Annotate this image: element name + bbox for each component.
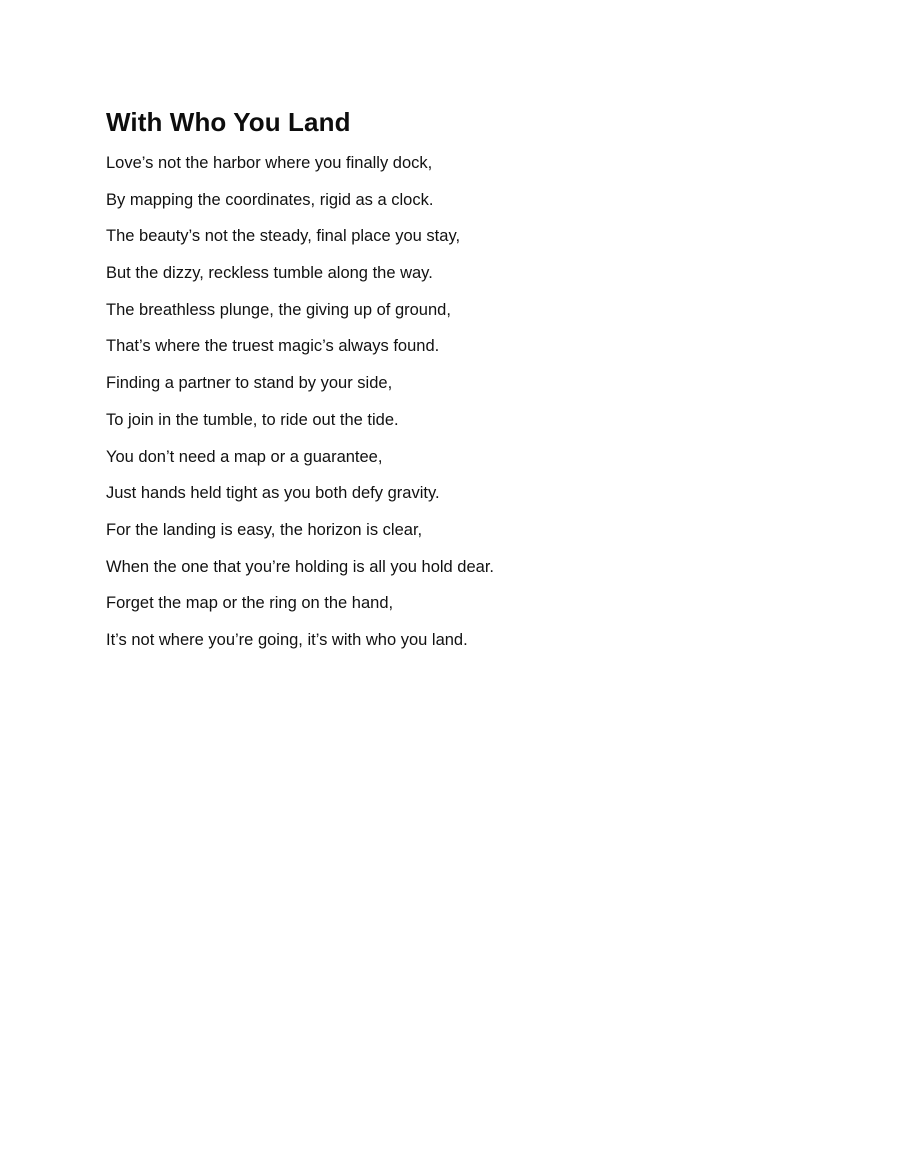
poem-line: But the dizzy, reckless tumble along the way. <box>106 264 433 283</box>
poem-line: Just hands held tight as you both defy gravity. <box>106 484 440 503</box>
poem-line: By mapping the coordinates, rigid as a clock. <box>106 190 434 209</box>
poem-title: With Who You Land <box>106 107 351 137</box>
poem-line: For the landing is easy, the horizon is clear, <box>106 520 423 539</box>
poem-container <box>106 104 806 649</box>
poem-body <box>106 152 494 666</box>
poem-line: Love’s not the harbor where you finally dock, <box>106 154 433 172</box>
poem-line: Finding a partner to stand by your side, <box>106 374 393 393</box>
poem-line: You don’t need a map or a guarantee, <box>106 447 383 466</box>
poem-line: Forget the map or the ring on the hand, <box>106 594 394 613</box>
poem-line: To join in the tumble, to ride out the tide. <box>106 410 399 429</box>
poem-line: The breathless plunge, the giving up of ground, <box>106 300 451 319</box>
poem-line: The beauty’s not the steady, final place you stay, <box>106 227 461 246</box>
poem-line: It’s not where you’re going, it’s with who you land. <box>106 630 468 649</box>
poem-line: That’s where the truest magic’s always found. <box>106 337 440 356</box>
poem-line: When the one that you’re holding is all you hold dear. <box>106 557 495 576</box>
